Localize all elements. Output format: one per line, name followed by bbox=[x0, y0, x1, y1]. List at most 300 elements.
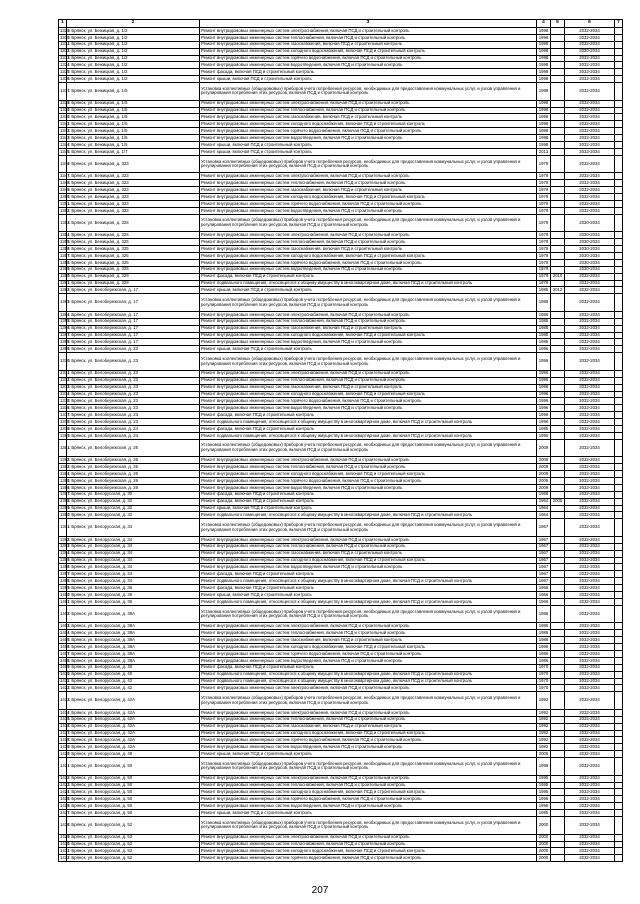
address-cell: г. Брянск, ул. Белобережская, д. 23 bbox=[67, 346, 200, 353]
year-repair-cell bbox=[551, 318, 565, 325]
work-description-cell: Ремонт внутридомовых инженерных систем газоснабжения, включая ПСД и строительный контроль bbox=[200, 723, 537, 730]
year-repair-cell bbox=[551, 311, 565, 318]
year-repair-cell bbox=[551, 505, 565, 512]
address-cell: г. Брянск, ул. Белорусская, д. 38А bbox=[67, 605, 200, 623]
empty-cell bbox=[615, 419, 623, 426]
address-cell: г. Брянск, ул. Бежицкая, д. 325 bbox=[67, 253, 200, 260]
table-row bbox=[59, 512, 623, 519]
address-cell: г. Брянск, ул. Белобережская, д. 23 bbox=[67, 412, 200, 419]
row-number-cell: 1364 bbox=[60, 311, 70, 317]
row-number-cell: 1343 bbox=[60, 134, 70, 140]
year-repair-cell bbox=[551, 432, 565, 439]
empty-cell bbox=[615, 841, 623, 848]
address-cell: г. Брянск, ул. Белорусская, д. 42 bbox=[67, 678, 200, 685]
planned-period-cell: 2032-2034 bbox=[565, 512, 615, 519]
work-description-cell: Ремонт внутридомовых инженерных систем теплоснабжения, включая ПСД и строительный контроль bbox=[200, 716, 537, 723]
work-description-cell: Ремонт внутридомовых инженерных систем холодного водоснабжения, включая ПСД и строительный контроль bbox=[200, 848, 537, 855]
planned-period-cell: 2032-2034 bbox=[565, 28, 615, 35]
planned-period-cell: 2032-2034 bbox=[565, 775, 615, 782]
row-number-cell: 1356 bbox=[60, 245, 70, 251]
address-cell: г. Брянск, ул. Белобережская, д. 23 bbox=[67, 370, 200, 377]
work-description-cell: Ремонт внутридомовых инженерных систем теплоснабжения, включая ПСД и строительный контроль bbox=[200, 630, 537, 637]
row-number-cell: 1330 bbox=[60, 34, 70, 40]
empty-cell bbox=[615, 69, 623, 76]
address-cell: г. Брянск, ул. Бежицкая, д. 323 bbox=[67, 155, 200, 173]
work-description-cell: Ремонт внутридомовых инженерных систем газоснабжения, включая ПСД и строительный контроль bbox=[200, 114, 537, 121]
year-repair-cell bbox=[551, 142, 565, 149]
work-description-cell: Ремонт внутридомовых инженерных систем холодного водоснабжения, включая ПСД и строительный контроль bbox=[200, 789, 537, 796]
year-built-cell: 1986 bbox=[537, 623, 551, 630]
planned-period-cell: 2032-2034 bbox=[565, 664, 615, 671]
empty-cell bbox=[615, 83, 623, 101]
year-built-cell: 1995 bbox=[537, 796, 551, 803]
address-cell: г. Брянск, ул. Белобережская, д. 17 bbox=[67, 318, 200, 325]
address-cell: г. Брянск, ул. Бежицкая, д. 1/2 bbox=[67, 34, 200, 41]
planned-period-cell: 2032-2034 bbox=[565, 370, 615, 377]
empty-cell bbox=[615, 34, 623, 41]
year-built-cell: 2009 bbox=[537, 457, 551, 464]
year-repair-cell bbox=[551, 425, 565, 432]
planned-period-cell: 2032-2034 bbox=[565, 855, 615, 862]
row-number-cell: 1408 bbox=[60, 657, 70, 663]
work-description-cell: Ремонт внутридомовых инженерных систем газоснабжения, включая ПСД и строительный контроль bbox=[200, 187, 537, 194]
table-row bbox=[59, 471, 623, 478]
planned-period-cell: 2032-2034 bbox=[565, 148, 615, 155]
planned-period-cell: 2030-2034 bbox=[565, 253, 615, 260]
year-built-cell: 1970 bbox=[537, 671, 551, 678]
empty-cell bbox=[615, 817, 623, 835]
year-built-cell: 1992 bbox=[537, 723, 551, 730]
row-number-cell: 1381 bbox=[59, 439, 67, 457]
address-cell: г. Брянск, ул. Белорусская, д. 42А bbox=[67, 723, 200, 730]
address-cell: г. Брянск, ул. Белобережская, д. 17 bbox=[67, 339, 200, 346]
address-cell: г. Брянск, ул. Белорусская, д. 42А bbox=[67, 730, 200, 737]
row-number-cell: 1392 bbox=[60, 536, 70, 542]
year-repair-cell bbox=[551, 716, 565, 723]
work-description-cell: Ремонт фасада, включая ПСД и строительный контроль bbox=[200, 498, 537, 505]
address-cell: г. Брянск, ул. Бежицкая, д. 1/5 bbox=[67, 135, 200, 142]
year-built-cell: 1995 bbox=[537, 425, 551, 432]
year-built-cell: 1966 bbox=[537, 592, 551, 599]
planned-period-cell: 2032-2034 bbox=[565, 650, 615, 657]
row-number-cell: 1387 bbox=[60, 491, 70, 497]
address-cell: г. Брянск, ул. Белорусская, д. 50 bbox=[67, 775, 200, 782]
year-repair-cell bbox=[551, 464, 565, 471]
year-repair-cell bbox=[551, 598, 565, 605]
year-repair-cell bbox=[551, 239, 565, 246]
work-description-cell: Ремонт внутридомовых инженерных систем холодного водоснабжения, включая ПСД и строительный контроль bbox=[200, 471, 537, 478]
address-cell: г. Брянск, ул. Белорусская, д. 42 bbox=[67, 685, 200, 692]
table-row bbox=[59, 377, 623, 384]
year-repair-cell bbox=[551, 491, 565, 498]
year-repair-cell bbox=[551, 536, 565, 543]
year-built-cell: 2005 bbox=[537, 751, 551, 758]
address-cell: г. Брянск, ул. Белорусская, д. 34 bbox=[67, 557, 200, 564]
table-row bbox=[59, 214, 623, 232]
year-built-cell: 1998 bbox=[537, 41, 551, 48]
year-repair-cell bbox=[551, 325, 565, 332]
row-number-cell: 1345 bbox=[60, 148, 70, 154]
year-repair-cell bbox=[551, 744, 565, 751]
address-cell: г. Брянск, ул. Белобережская, д. 26 bbox=[67, 471, 200, 478]
year-built-cell: 1996 bbox=[537, 419, 551, 426]
year-repair-cell bbox=[551, 280, 565, 287]
empty-cell bbox=[615, 457, 623, 464]
header-cell: 4 bbox=[537, 20, 551, 28]
work-description-cell: Ремонт внутридомовых инженерных систем водоотведения, включая ПСД и строительный контроль bbox=[200, 62, 537, 69]
work-description-cell: Ремонт внутридомовых инженерных систем горячего водоснабжения, включая ПСД и строительный контроль bbox=[200, 398, 537, 405]
table-row bbox=[59, 259, 623, 266]
table-row bbox=[59, 758, 623, 776]
address-cell: г. Брянск, ул. Белорусская, д. 38А bbox=[67, 650, 200, 657]
work-description-cell: Ремонт подвального помещения, относящегося к общему имуществу в многоквартирном доме, включая ПСД и строительный контроль bbox=[200, 598, 537, 605]
address-cell: г. Брянск, ул. Бежицкая, д. 329 bbox=[67, 273, 200, 280]
row-number-cell: 1357 bbox=[60, 252, 70, 258]
year-built-cell: 1998 bbox=[537, 48, 551, 55]
address-cell: г. Брянск, ул. Бежицкая, д. 325 bbox=[67, 246, 200, 253]
empty-cell bbox=[615, 550, 623, 557]
year-repair-cell bbox=[551, 484, 565, 491]
empty-cell bbox=[615, 239, 623, 246]
year-built-cell: 1970 bbox=[537, 685, 551, 692]
row-number-cell: 1366 bbox=[60, 325, 70, 331]
planned-period-cell: 2032-2034 bbox=[565, 377, 615, 384]
year-repair-cell bbox=[551, 855, 565, 862]
work-description-cell: Ремонт внутридомовых инженерных систем горячего водоснабжения, включая ПСД и строительный контроль bbox=[200, 478, 537, 485]
address-cell: г. Брянск, ул. Бежицкая, д. 1/5 bbox=[67, 128, 200, 135]
address-cell: г. Брянск, ул. Белорусская, д. 34 bbox=[67, 571, 200, 578]
planned-period-cell: 2032-2034 bbox=[565, 841, 615, 848]
address-cell: г. Брянск, ул. Белорусская, д. 42А bbox=[67, 744, 200, 751]
planned-period-cell: 2030-2034 bbox=[565, 232, 615, 239]
row-number-cell: 1371 bbox=[60, 370, 70, 376]
table-row bbox=[59, 585, 623, 592]
table-row bbox=[59, 439, 623, 457]
empty-cell bbox=[615, 287, 623, 294]
year-built-cell: 1967 bbox=[537, 543, 551, 550]
empty-cell bbox=[615, 412, 623, 419]
row-number-cell: 1363 bbox=[59, 294, 67, 312]
address-cell: г. Брянск, ул. Бежицкая, д. 1/7 bbox=[67, 148, 200, 155]
planned-period-cell: 2032-2034 bbox=[565, 332, 615, 339]
work-description-cell: Ремонт внутридомовых инженерных систем электроснабжения, включая ПСД и строительный контроль bbox=[200, 623, 537, 630]
year-built-cell: 1967 bbox=[537, 536, 551, 543]
work-description-cell: Установка коллективных (общедомовых) приборов учета потребления ресурсов, необходимых для предоставления коммунальных услуг, и узлов управления и регулирования потребления этих ресурсов, включая ПСД и строительный контроль bbox=[200, 519, 537, 537]
year-repair-cell bbox=[551, 457, 565, 464]
table-row bbox=[59, 55, 623, 62]
address-cell: г. Брянск, ул. Белорусская, д. 38А bbox=[67, 657, 200, 664]
year-built-cell: 1979 bbox=[537, 266, 551, 273]
table-row bbox=[59, 810, 623, 817]
year-repair-cell bbox=[551, 294, 565, 312]
work-description-cell: Установка коллективных (общедомовых) приборов учета потребления ресурсов, необходимых для предоставления коммунальных услуг, и узлов управления и регулирования потребления этих ресурсов, включая ПСД и строительный контроль bbox=[200, 439, 537, 457]
empty-cell bbox=[615, 796, 623, 803]
work-description-cell: Ремонт внутридомовых инженерных систем электроснабжения, включая ПСД и строительный контроль bbox=[200, 775, 537, 782]
address-cell: г. Брянск, ул. Бежицкая, д. 1/5 bbox=[67, 142, 200, 149]
empty-cell bbox=[615, 664, 623, 671]
planned-period-cell: 2032-2034 bbox=[565, 107, 615, 114]
work-description-cell: Ремонт внутридомовых инженерных систем газоснабжения, включая ПСД и строительный контроль bbox=[200, 550, 537, 557]
empty-cell bbox=[615, 425, 623, 432]
year-repair-cell bbox=[551, 246, 565, 253]
empty-cell bbox=[615, 543, 623, 550]
address-cell: г. Брянск, ул. Белобережская, д. 23 bbox=[67, 405, 200, 412]
address-cell: г. Брянск, ул. Белобережская, д. 24 bbox=[67, 432, 200, 439]
row-number-cell: 1373 bbox=[60, 384, 70, 390]
work-description-cell: Ремонт внутридомовых инженерных систем электроснабжения, включая ПСД и строительный контроль bbox=[200, 709, 537, 716]
year-built-cell: 2000 bbox=[537, 841, 551, 848]
planned-period-cell: 2032-2034 bbox=[565, 76, 615, 83]
empty-cell bbox=[615, 671, 623, 678]
year-repair-cell bbox=[551, 412, 565, 419]
table-row bbox=[59, 48, 623, 55]
work-description-cell: Ремонт внутридомовых инженерных систем теплоснабжения, включая ПСД и строительный контроль bbox=[200, 543, 537, 550]
planned-period-cell: 2032-2034 bbox=[565, 782, 615, 789]
year-repair-cell bbox=[551, 817, 565, 835]
year-built-cell: 1986 bbox=[537, 644, 551, 651]
year-repair-cell bbox=[551, 48, 565, 55]
address-cell: г. Брянск, ул. Белорусская, д. 38А bbox=[67, 644, 200, 651]
empty-cell bbox=[615, 439, 623, 457]
planned-period-cell: 2032-2034 bbox=[565, 432, 615, 439]
row-number-cell: 1427 bbox=[60, 809, 70, 815]
work-description-cell: Ремонт внутридомовых инженерных систем водоотведения, включая ПСД и строительный контроль bbox=[200, 803, 537, 810]
year-repair-cell: 2010 bbox=[551, 273, 565, 280]
year-repair-cell bbox=[551, 419, 565, 426]
year-built-cell: 2000 bbox=[537, 848, 551, 855]
header-cell: 1 bbox=[59, 20, 67, 28]
work-description-cell: Ремонт внутридомовых инженерных систем электроснабжения, включая ПСД и строительный контроль bbox=[200, 232, 537, 239]
row-number-cell: 1347 bbox=[60, 173, 70, 179]
planned-period-cell: 2030-2034 bbox=[565, 246, 615, 253]
year-built-cell: 1998 bbox=[537, 69, 551, 76]
row-number-cell: 1383 bbox=[60, 463, 70, 469]
table-row bbox=[59, 834, 623, 841]
work-description-cell: Ремонт внутридомовых инженерных систем теплоснабжения, включая ПСД и строительный контроль bbox=[200, 239, 537, 246]
planned-period-cell: 2032-2034 bbox=[565, 464, 615, 471]
year-repair-cell bbox=[551, 709, 565, 716]
work-description-cell: Ремонт крыши, включая ПСД и строительный контроль bbox=[200, 810, 537, 817]
address-cell: г. Брянск, ул. Белобережская, д. 26 bbox=[67, 484, 200, 491]
address-cell: г. Брянск, ул. Белорусская, д. 52 bbox=[67, 848, 200, 855]
year-built-cell: 1996 bbox=[537, 377, 551, 384]
work-description-cell: Ремонт внутридомовых инженерных систем электроснабжения, включая ПСД и строительный контроль bbox=[200, 173, 537, 180]
row-number-cell: 1342 bbox=[60, 127, 70, 133]
row-number-cell: 1432 bbox=[60, 854, 70, 860]
year-built-cell: 1979 bbox=[537, 259, 551, 266]
address-cell: г. Брянск, ул. Бежицкая, д. 1/5 bbox=[67, 107, 200, 114]
year-built-cell: 1995 bbox=[537, 782, 551, 789]
year-built-cell: 1998 bbox=[537, 121, 551, 128]
year-repair-cell bbox=[551, 200, 565, 207]
row-number-cell: 1406 bbox=[60, 643, 70, 649]
year-built-cell: 1964 bbox=[537, 498, 551, 505]
table-row bbox=[59, 657, 623, 664]
work-description-cell: Ремонт внутридомовых инженерных систем холодного водоснабжения, включая ПСД и строительный контроль bbox=[200, 644, 537, 651]
address-cell: г. Брянск, ул. Белобережская, д. 26 bbox=[67, 464, 200, 471]
year-repair-cell bbox=[551, 332, 565, 339]
empty-cell bbox=[615, 692, 623, 710]
planned-period-cell: 2032-2034 bbox=[565, 83, 615, 101]
table-row bbox=[59, 644, 623, 651]
empty-cell bbox=[615, 789, 623, 796]
year-repair-cell bbox=[551, 782, 565, 789]
year-built-cell: 1995 bbox=[537, 775, 551, 782]
address-cell: г. Брянск, ул. Белобережская, д. 23 bbox=[67, 353, 200, 371]
year-repair-cell bbox=[551, 135, 565, 142]
empty-cell bbox=[615, 592, 623, 599]
year-built-cell: 1979 bbox=[537, 273, 551, 280]
row-number-cell: 1404 bbox=[60, 629, 70, 635]
row-number-cell: 1384 bbox=[60, 470, 70, 476]
row-number-cell: 1396 bbox=[60, 564, 70, 570]
address-cell: г. Брянск, ул. Бежицкая, д. 1/2 bbox=[67, 76, 200, 83]
table-row bbox=[59, 484, 623, 491]
year-repair-cell bbox=[551, 578, 565, 585]
planned-period-cell: 2032-2034 bbox=[565, 550, 615, 557]
row-number-cell: 1390 bbox=[60, 512, 70, 518]
year-built-cell: 1979 bbox=[537, 180, 551, 187]
empty-cell bbox=[615, 246, 623, 253]
page-number: 207 bbox=[311, 885, 329, 896]
empty-cell bbox=[615, 273, 623, 280]
table-row bbox=[59, 817, 623, 835]
empty-cell bbox=[615, 391, 623, 398]
address-cell: г. Брянск, ул. Белорусская, д. 50 bbox=[67, 758, 200, 776]
work-description-cell: Установка коллективных (общедомовых) приборов учета потребления ресурсов, необходимых для предоставления коммунальных услуг, и узлов управления и регулирования потребления этих ресурсов, включая ПСД и строительный контроль bbox=[200, 605, 537, 623]
empty-cell bbox=[615, 478, 623, 485]
year-repair-cell bbox=[551, 789, 565, 796]
planned-period-cell: 2032-2034 bbox=[565, 557, 615, 564]
empty-cell bbox=[615, 585, 623, 592]
table-row bbox=[59, 346, 623, 353]
year-repair-cell bbox=[551, 207, 565, 214]
empty-cell bbox=[615, 737, 623, 744]
address-cell: г. Брянск, ул. Белорусская, д. 38А bbox=[67, 630, 200, 637]
year-built-cell: 1986 bbox=[537, 605, 551, 623]
table-row bbox=[59, 41, 623, 48]
empty-cell bbox=[615, 280, 623, 287]
table-row bbox=[59, 744, 623, 751]
year-repair-cell bbox=[551, 810, 565, 817]
empty-cell bbox=[615, 782, 623, 789]
address-cell: г. Брянск, ул. Белорусская, д. 42А bbox=[67, 716, 200, 723]
planned-period-cell: 2032-2034 bbox=[565, 318, 615, 325]
empty-cell bbox=[615, 491, 623, 498]
year-built-cell: 1998 bbox=[537, 114, 551, 121]
address-cell: г. Брянск, ул. Белорусская, д. 52 bbox=[67, 855, 200, 862]
row-number-cell: 1339 bbox=[60, 107, 70, 113]
empty-cell bbox=[615, 48, 623, 55]
planned-period-cell: 2032-2034 bbox=[565, 34, 615, 41]
planned-period-cell: 2032-2034 bbox=[565, 405, 615, 412]
row-number-cell: 1336 bbox=[60, 75, 70, 81]
address-cell: г. Брянск, ул. Бежицкая, д. 323 bbox=[67, 200, 200, 207]
empty-cell bbox=[615, 657, 623, 664]
row-number-cell: 1372 bbox=[60, 377, 70, 383]
planned-period-cell: 2032-2034 bbox=[565, 207, 615, 214]
header-cell: 3 bbox=[200, 20, 537, 28]
row-number-cell: 1331 bbox=[60, 41, 70, 47]
row-number-cell: 1423 bbox=[60, 782, 70, 788]
address-cell: г. Брянск, ул. Белорусская, д. 52 bbox=[67, 841, 200, 848]
work-description-cell: Ремонт фасада, включая ПСД и строительный контроль bbox=[200, 491, 537, 498]
work-description-cell: Ремонт внутридомовых инженерных систем холодного водоснабжения, включая ПСД и строительный контроль bbox=[200, 48, 537, 55]
address-cell: г. Брянск, ул. Белорусская, д. 50 bbox=[67, 782, 200, 789]
year-built-cell: 1998 bbox=[537, 28, 551, 35]
empty-cell bbox=[615, 370, 623, 377]
address-cell: г. Брянск, ул. Бежицкая, д. 325 bbox=[67, 266, 200, 273]
row-number-cell: 1397 bbox=[60, 571, 70, 577]
empty-cell bbox=[615, 180, 623, 187]
row-number-cell: 1380 bbox=[60, 432, 70, 438]
work-description-cell: Ремонт внутридомовых инженерных систем горячего водоснабжения, включая ПСД и строительный контроль bbox=[200, 128, 537, 135]
address-cell: г. Брянск, ул. Бежицкая, д. 325 bbox=[67, 259, 200, 266]
work-description-cell: Ремонт внутридомовых инженерных систем газоснабжения, включая ПСД и строительный контроль bbox=[200, 637, 537, 644]
planned-period-cell: 2032-2034 bbox=[565, 280, 615, 287]
year-repair-cell bbox=[551, 76, 565, 83]
planned-period-cell: 2032-2034 bbox=[565, 630, 615, 637]
year-built-cell: 1992 bbox=[537, 737, 551, 744]
year-built-cell: 2000 bbox=[537, 817, 551, 835]
work-description-cell: Ремонт внутридомовых инженерных систем электроснабжения, включая ПСД и строительный контроль bbox=[200, 685, 537, 692]
year-repair-cell bbox=[551, 391, 565, 398]
empty-cell bbox=[615, 187, 623, 194]
table-row bbox=[59, 782, 623, 789]
address-cell: г. Брянск, ул. Бежицкая, д. 1/2 bbox=[67, 55, 200, 62]
address-cell: г. Брянск, ул. Белобережская, д. 23 bbox=[67, 377, 200, 384]
year-repair-cell bbox=[551, 512, 565, 519]
address-cell: г. Брянск, ул. Белорусская, д. 52 bbox=[67, 817, 200, 835]
address-cell: г. Брянск, ул. Бежицкая, д. 1/2 bbox=[67, 28, 200, 35]
planned-period-cell: 2032-2034 bbox=[565, 671, 615, 678]
table-row bbox=[59, 76, 623, 83]
work-description-cell: Ремонт фасада, включая ПСД и строительный контроль bbox=[200, 571, 537, 578]
table-row bbox=[59, 464, 623, 471]
empty-cell bbox=[615, 519, 623, 537]
work-description-cell: Ремонт внутридомовых инженерных систем газоснабжения, включая ПСД и строительный контроль bbox=[200, 246, 537, 253]
work-description-cell: Ремонт внутридомовых инженерных систем теплоснабжения, включая ПСД и строительный контроль bbox=[200, 841, 537, 848]
year-built-cell: 1992 bbox=[537, 716, 551, 723]
row-number-cell: 1354 bbox=[60, 231, 70, 237]
row-number-cell: 1333 bbox=[60, 55, 70, 61]
empty-cell bbox=[615, 325, 623, 332]
work-description-cell: Ремонт крыши, включая ПСД и строительный контроль bbox=[200, 142, 537, 149]
row-number-cell: 1391 bbox=[59, 519, 67, 537]
year-repair-cell bbox=[551, 377, 565, 384]
empty-cell bbox=[615, 318, 623, 325]
table-row bbox=[59, 148, 623, 155]
table-row bbox=[59, 550, 623, 557]
planned-period-cell: 2032-2034 bbox=[565, 578, 615, 585]
table-row bbox=[59, 637, 623, 644]
planned-period-cell: 2032-2034 bbox=[565, 519, 615, 537]
year-built-cell: 1992 bbox=[537, 709, 551, 716]
empty-cell bbox=[615, 114, 623, 121]
year-built-cell: 1979 bbox=[537, 280, 551, 287]
row-number-cell: 1376 bbox=[60, 404, 70, 410]
address-cell: г. Брянск, ул. Белорусская, д. 34 bbox=[67, 564, 200, 571]
empty-cell bbox=[615, 76, 623, 83]
row-number-cell: 1414 bbox=[60, 709, 70, 715]
planned-period-cell: 2032-2034 bbox=[565, 457, 615, 464]
empty-cell bbox=[615, 353, 623, 371]
work-description-cell: Ремонт внутридомовых инженерных систем водоотведения, включая ПСД и строительный контроль bbox=[200, 564, 537, 571]
work-description-cell: Ремонт внутридомовых инженерных систем водоотведения, включая ПСД и строительный контроль bbox=[200, 207, 537, 214]
table-row bbox=[59, 200, 623, 207]
year-repair-cell bbox=[551, 41, 565, 48]
address-cell: г. Брянск, ул. Бежицкая, д. 1/2 bbox=[67, 48, 200, 55]
